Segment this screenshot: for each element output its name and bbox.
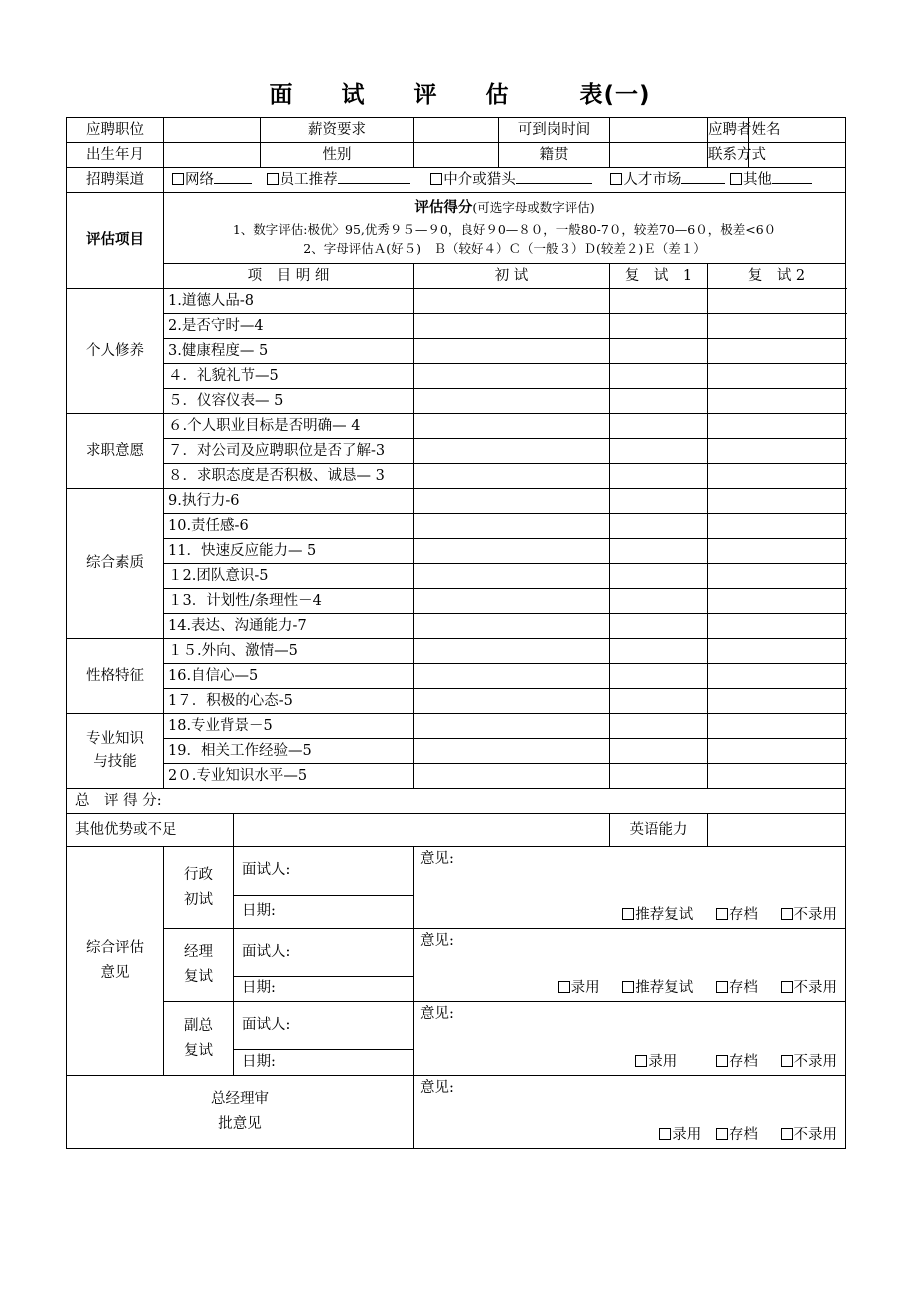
- score-cell[interactable]: [414, 289, 610, 314]
- item-detail: 1.道德人品-8: [164, 289, 414, 314]
- score-cell[interactable]: [708, 364, 846, 389]
- score-cell[interactable]: [708, 514, 846, 539]
- gender-label: 性别: [261, 143, 414, 168]
- score-cell[interactable]: [708, 739, 846, 764]
- score-cell[interactable]: [610, 639, 708, 664]
- stage-row: [67, 847, 846, 896]
- other-field[interactable]: [234, 814, 610, 847]
- english-label: 英语能力: [610, 814, 708, 847]
- group-name: [67, 714, 164, 789]
- score-cell[interactable]: [610, 689, 708, 714]
- table-row: [67, 614, 846, 639]
- score-cell[interactable]: [708, 589, 846, 614]
- stage-row: [67, 929, 846, 977]
- score-rules: [164, 193, 846, 264]
- score-cell[interactable]: [708, 339, 846, 364]
- score-cell[interactable]: [610, 389, 708, 414]
- table-row: [67, 739, 846, 764]
- option-label: 推荐复试: [635, 907, 694, 924]
- checkbox[interactable]: [267, 173, 279, 185]
- other-row: [67, 814, 846, 847]
- birth-field[interactable]: [164, 143, 261, 168]
- group-name: 综合素质: [67, 489, 164, 639]
- score-cell[interactable]: [414, 714, 610, 739]
- score-cell[interactable]: [610, 589, 708, 614]
- score-cell[interactable]: [610, 514, 708, 539]
- title-char: 评: [413, 82, 438, 108]
- score-cell[interactable]: [414, 439, 610, 464]
- col-third: 复 试 2: [708, 264, 846, 289]
- name-label: 应聘者姓名: [708, 118, 749, 143]
- interviewer-field[interactable]: 面试人:: [234, 929, 414, 977]
- score-cell[interactable]: [414, 614, 610, 639]
- native-field[interactable]: [610, 143, 708, 168]
- score-cell[interactable]: [414, 389, 610, 414]
- score-cell[interactable]: [610, 489, 708, 514]
- option-label: 不录用: [793, 980, 837, 997]
- option-label: 存档: [728, 1054, 758, 1071]
- option-label: 不录用: [793, 907, 837, 924]
- score-cell[interactable]: [708, 314, 846, 339]
- contact-label: 联系方式: [708, 143, 749, 168]
- opinion-options: [617, 1054, 837, 1071]
- table-row: [67, 339, 846, 364]
- score-cell[interactable]: [708, 564, 846, 589]
- table-row: [67, 639, 846, 664]
- table-row: [67, 664, 846, 689]
- native-label: 籍贯: [499, 143, 610, 168]
- score-cell[interactable]: [610, 464, 708, 489]
- salary-label: 薪资要求: [261, 118, 414, 143]
- date-field[interactable]: 日期:: [234, 976, 414, 1001]
- opinion-label: 意见:: [420, 851, 454, 867]
- checkbox[interactable]: [172, 173, 184, 185]
- col-first: 初 试: [414, 264, 610, 289]
- page-title: [0, 76, 920, 109]
- opinion-options: [540, 980, 837, 997]
- option-label: 存档: [728, 980, 758, 997]
- option-label: 不录用: [793, 1127, 837, 1144]
- table-row: [67, 764, 846, 789]
- score-cell[interactable]: [708, 614, 846, 639]
- stage-name-text: 行政初试: [184, 866, 213, 908]
- score-cell[interactable]: [610, 739, 708, 764]
- score-cell[interactable]: [414, 364, 610, 389]
- item-detail: １５.外向、激情—5: [164, 639, 414, 664]
- item-detail: 9.执行力-6: [164, 489, 414, 514]
- score-cell[interactable]: [414, 664, 610, 689]
- table-row: [67, 314, 846, 339]
- score-cell[interactable]: [708, 539, 846, 564]
- table-row: [67, 464, 846, 489]
- position-label: 应聘职位: [67, 118, 164, 143]
- item-detail: １2.团队意识-5: [164, 564, 414, 589]
- checkbox[interactable]: [716, 1055, 728, 1067]
- table-row: [67, 539, 846, 564]
- item-detail: 14.表达、沟通能力-7: [164, 614, 414, 639]
- checkbox[interactable]: [781, 1128, 793, 1140]
- table-row: [67, 414, 846, 439]
- table-row: [67, 364, 846, 389]
- checkbox[interactable]: [558, 981, 570, 993]
- channel-row: [67, 168, 846, 193]
- item-detail: 3.健康程度— 5: [164, 339, 414, 364]
- option-label: 推荐复试: [635, 980, 694, 997]
- checkbox[interactable]: [610, 173, 622, 185]
- score-cell[interactable]: [708, 689, 846, 714]
- score-cell[interactable]: [414, 314, 610, 339]
- score-cell[interactable]: [414, 339, 610, 364]
- table-row: [67, 289, 846, 314]
- evaluation-form: [66, 117, 846, 1149]
- evaluation-label: [67, 847, 164, 1076]
- checkbox[interactable]: [716, 1128, 728, 1140]
- checkbox[interactable]: [622, 908, 634, 920]
- score-cell[interactable]: [414, 464, 610, 489]
- item-detail: 19．相关工作经验—5: [164, 739, 414, 764]
- opinion-box[interactable]: [414, 1002, 846, 1076]
- stage-row: [67, 1002, 846, 1050]
- checkbox[interactable]: [781, 908, 793, 920]
- interviewer-field[interactable]: 面试人:: [234, 847, 414, 896]
- date-field[interactable]: 日期:: [234, 1049, 414, 1075]
- evaluation-label-text: 综合评估意见: [86, 940, 144, 981]
- item-detail: ８．求职态度是否积极、诚恳— 3: [164, 464, 414, 489]
- date-field[interactable]: 日期:: [234, 895, 414, 928]
- score-cell[interactable]: [414, 414, 610, 439]
- score-cell[interactable]: [708, 489, 846, 514]
- score-cell[interactable]: [610, 764, 708, 789]
- arrival-field[interactable]: [610, 118, 708, 143]
- score-cell[interactable]: [708, 389, 846, 414]
- option-label: 存档: [728, 1127, 758, 1144]
- item-detail: 16.自信心—5: [164, 664, 414, 689]
- gm-options: [641, 1127, 837, 1144]
- opinion-box[interactable]: [414, 929, 846, 1002]
- info-row: [67, 143, 846, 168]
- stage-name-text: 经理复试: [184, 944, 213, 985]
- score-cell[interactable]: [610, 364, 708, 389]
- item-detail: ４．礼貌礼节—5: [164, 364, 414, 389]
- checkbox[interactable]: [635, 1055, 647, 1067]
- option-label: 不录用: [793, 1054, 837, 1071]
- gm-label-text: 总经理审批意见: [211, 1091, 269, 1132]
- assessment-header-row: [67, 193, 846, 264]
- table-row: [67, 714, 846, 739]
- group-name: 个人修养: [67, 289, 164, 414]
- checkbox[interactable]: [781, 981, 793, 993]
- score-cell[interactable]: [610, 614, 708, 639]
- score-cell[interactable]: [708, 464, 846, 489]
- opinion-label: 意见:: [420, 1006, 454, 1022]
- score-note: (可选字母或数字评估): [472, 200, 595, 216]
- item-detail: 1７．积极的心态-5: [164, 689, 414, 714]
- channel-option: 中介或猎头: [443, 171, 516, 188]
- checkbox[interactable]: [781, 1055, 793, 1067]
- opinion-label: 意见:: [420, 1080, 454, 1096]
- table-row: [67, 689, 846, 714]
- score-cell[interactable]: [708, 664, 846, 689]
- checkbox[interactable]: [659, 1128, 671, 1140]
- table-row: [67, 439, 846, 464]
- score-cell[interactable]: [414, 689, 610, 714]
- score-cell[interactable]: [610, 289, 708, 314]
- title-char: 试: [341, 82, 366, 108]
- item-detail: 2０.专业知识水平—5: [164, 764, 414, 789]
- score-cell[interactable]: [414, 639, 610, 664]
- item-detail: ５．仪容仪表— 5: [164, 389, 414, 414]
- score-cell[interactable]: [414, 764, 610, 789]
- score-cell[interactable]: [610, 539, 708, 564]
- score-cell[interactable]: [708, 414, 846, 439]
- arrival-label: 可到岗时间: [499, 118, 610, 143]
- score-cell[interactable]: [610, 414, 708, 439]
- interviewer-field[interactable]: 面试人:: [234, 1002, 414, 1050]
- score-title: 评估得分: [414, 199, 473, 217]
- group-name: 求职意愿: [67, 414, 164, 489]
- score-rule-numeric: 1、数字评估:极优〉95,优秀９５—９0，良好９0—８０，一般80-7０，较差70—6０，极差<6０: [232, 221, 777, 237]
- english-field[interactable]: [708, 814, 846, 847]
- item-detail: 2.是否守时—4: [164, 314, 414, 339]
- opinion-options: [604, 907, 837, 924]
- table-row: [67, 489, 846, 514]
- table-row: [67, 389, 846, 414]
- score-cell[interactable]: [610, 339, 708, 364]
- info-row: [67, 118, 846, 143]
- score-cell[interactable]: [610, 664, 708, 689]
- salary-field[interactable]: [414, 118, 499, 143]
- total-row: [67, 789, 846, 814]
- group-name: 性格特征: [67, 639, 164, 714]
- position-field[interactable]: [164, 118, 261, 143]
- item-detail: 18.专业背景－5: [164, 714, 414, 739]
- score-cell[interactable]: [414, 589, 610, 614]
- stage-name: [164, 847, 234, 929]
- option-label: 存档: [728, 907, 758, 924]
- birth-label: 出生年月: [67, 143, 164, 168]
- score-cell[interactable]: [708, 439, 846, 464]
- channel-label: 招聘渠道: [67, 168, 164, 193]
- score-cell[interactable]: [708, 714, 846, 739]
- checkbox[interactable]: [716, 908, 728, 920]
- channel-option: 网络: [185, 171, 214, 188]
- score-cell[interactable]: [414, 489, 610, 514]
- total-score-label[interactable]: 总 评 得 分:: [67, 789, 846, 814]
- option-label: 录用: [672, 1127, 702, 1144]
- opinion-box[interactable]: [414, 847, 846, 929]
- channel-option: 其他: [742, 171, 772, 188]
- opinion-label: 意见:: [420, 933, 454, 949]
- assessment-item-label: 评估项目: [67, 193, 164, 289]
- channel-options: [164, 168, 846, 193]
- gender-field[interactable]: [414, 143, 499, 168]
- score-rule-letter: 2、字母评估Ａ(好５) Ｂ（较好４）Ｃ（一般３）Ｄ(较差２)Ｅ（差１）: [303, 241, 706, 257]
- score-cell[interactable]: [610, 714, 708, 739]
- title-char: 面: [269, 82, 294, 108]
- column-header-row: [67, 264, 846, 289]
- table-row: [67, 589, 846, 614]
- group-name-text: 专业知识与技能: [86, 730, 144, 770]
- col-second: 复 试 1: [610, 264, 708, 289]
- stage-name: [164, 929, 234, 1002]
- item-detail: 11．快速反应能力— 5: [164, 539, 414, 564]
- item-detail: ７．对公司及应聘职位是否了解-3: [164, 439, 414, 464]
- checkbox[interactable]: [730, 173, 742, 185]
- item-detail: ６.个人职业目标是否明确— 4: [164, 414, 414, 439]
- title-char: 表(一): [579, 82, 651, 108]
- option-label: 录用: [648, 1054, 678, 1071]
- title-char: 估: [485, 82, 510, 108]
- score-cell[interactable]: [708, 289, 846, 314]
- score-cell[interactable]: [610, 439, 708, 464]
- score-cell[interactable]: [610, 314, 708, 339]
- gm-row: [67, 1076, 846, 1149]
- score-cell[interactable]: [708, 639, 846, 664]
- score-cell[interactable]: [414, 564, 610, 589]
- col-detail: 项 目 明 细: [164, 264, 414, 289]
- stage-name: [164, 1002, 234, 1076]
- score-cell[interactable]: [414, 514, 610, 539]
- score-cell[interactable]: [708, 764, 846, 789]
- gm-opinion-box[interactable]: [414, 1076, 846, 1149]
- channel-option: 员工推荐: [279, 171, 338, 188]
- item-detail: 10.责任感-6: [164, 514, 414, 539]
- score-cell[interactable]: [610, 564, 708, 589]
- score-cell[interactable]: [414, 539, 610, 564]
- gm-label: [67, 1076, 414, 1149]
- table-row: [67, 514, 846, 539]
- checkbox[interactable]: [622, 981, 634, 993]
- other-label: 其他优势或不足: [67, 814, 234, 847]
- option-label: 录用: [570, 980, 600, 997]
- stage-name-text: 副总复试: [184, 1017, 213, 1059]
- score-cell[interactable]: [414, 739, 610, 764]
- checkbox[interactable]: [430, 173, 442, 185]
- checkbox[interactable]: [716, 981, 728, 993]
- channel-option: 人才市场: [623, 171, 682, 188]
- item-detail: １3．计划性/条理性－4: [164, 589, 414, 614]
- table-row: [67, 564, 846, 589]
